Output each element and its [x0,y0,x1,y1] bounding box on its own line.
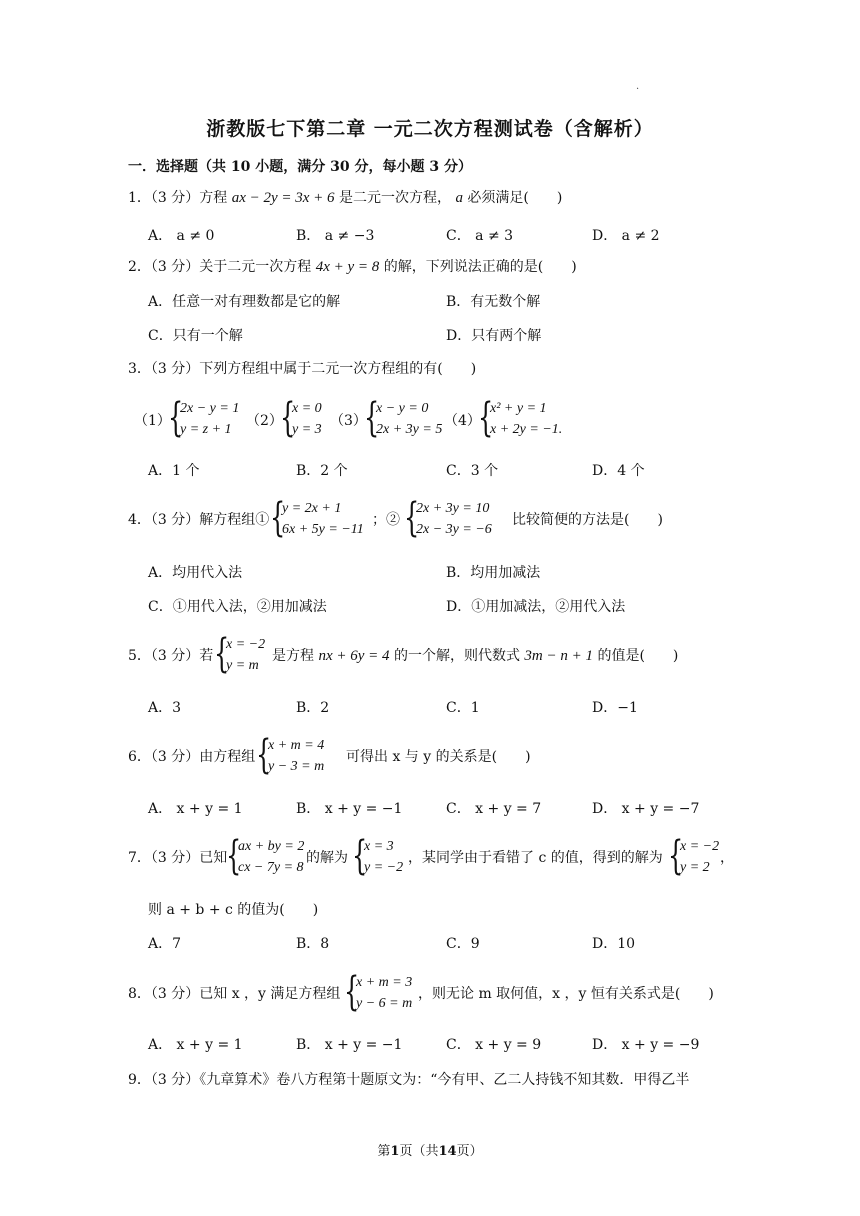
section-heading: 一．选择题（共 10 小题，满分 30 分，每小题 3 分） [128,159,472,175]
equation: x² + y = 1 [490,401,547,416]
page-title: 浙教版七下第二章 一元二次方程测试卷（含解析） [206,118,654,140]
equation: 2x − 3y = −6 [416,522,492,537]
q7-option-a: A．7 [148,936,182,952]
q5-option-b: B．2 [296,700,330,716]
question-8: 8．（3 分）已知 x ，y 满足方程组 [128,986,341,1002]
page-number: 1 [390,1144,400,1159]
q1-option-d: D． a ≠ 2 [592,228,660,244]
brace-icon: { [352,833,368,879]
question-5: 5．（3 分）若 [128,648,214,664]
equation: 2x − y = 1 [180,401,240,416]
q3-label-2: （2） [246,413,283,429]
q3-system-2 [280,395,322,441]
brace-icon: { [168,395,184,441]
q6-option-b: B． x + y = −1 [296,801,403,817]
q7-trail: ， [720,850,734,866]
brace-icon: { [364,395,380,441]
page-total: 14 [438,1144,457,1159]
q1-text-2: 是二元一次方程， [339,190,452,206]
q7-line-2: 则 a + b + c 的值为( ) [148,902,319,918]
q5-option-d: D．−1 [592,700,638,716]
corner-mark: · [636,84,640,95]
q1-option-c: C． a ≠ 3 [446,228,514,244]
q1-text: 1．（3 分）方程 [128,190,228,206]
page-footer [0,1140,860,1159]
q1-option-b: B． a ≠ −3 [296,228,375,244]
question-4: 4．（3 分）解方程组① [128,512,270,528]
q4-text-2: 比较简便的方法是( ) [512,512,663,528]
equation: 6x + 5y = −11 [282,522,364,537]
q7-system-2 [352,833,404,879]
equation: x = −2 [680,839,720,854]
q5-option-a: A．3 [148,700,182,716]
q1-var: a [455,190,463,206]
q7-system-1 [226,833,305,879]
equation: y = m [226,658,259,673]
q4-option-c: C．①用代入法，②用加减法 [148,599,327,615]
brace-icon: { [270,495,286,541]
q5-text-1: 是方程 [272,648,314,664]
q7-mid: 的解为 [306,850,348,866]
q2-option-c: C．只有一个解 [148,328,243,344]
q2-text-2: 的解，下列说法正确的是( ) [383,259,577,275]
q4-mid: ；② [372,512,400,528]
footer-text: 页） [456,1144,483,1159]
brace-icon: { [668,833,684,879]
question-6: 6．（3 分）由方程组 [128,749,256,765]
q3-system-4 [478,395,563,441]
equation: y = 2x + 1 [282,501,342,516]
brace-icon: { [214,631,230,677]
equation: x − y = 0 [376,401,429,416]
q3-label-4: （4） [444,413,481,429]
equation: y − 6 = m [356,996,413,1011]
q1-text-3: 必须满足( ) [467,190,563,206]
q4-option-b: B．均用加减法 [446,565,541,581]
question-9: 9．（3 分）《九章算术》卷八方程第十题原文为：“今有甲、乙二人持钱不知其数．甲得乙半 [128,1072,690,1088]
q5-equation: nx + 6y = 4 [318,648,390,664]
q5-text [272,646,678,666]
q4-system-2 [404,495,492,541]
brace-icon: { [226,833,242,879]
q5-system [214,631,266,677]
q6-text: 可得出 x 与 y 的关系是( ) [346,749,531,765]
equation: y = 3 [292,422,322,437]
q2-option-a: A．任意一对有理数都是它的解 [148,294,341,310]
footer-text: 第 [377,1144,391,1159]
equation: x + m = 3 [356,975,413,990]
q3-option-c: C．3 个 [446,463,499,479]
brace-icon: { [280,395,296,441]
equation: x + m = 4 [268,738,325,753]
equation: y − 3 = m [268,759,325,774]
q4-option-a: A．均用代入法 [148,565,243,581]
q5-text-2: 的一个解，则代数式 [393,648,520,664]
q1-option-a: A． a ≠ 0 [148,228,215,244]
q7-option-c: C．9 [446,936,480,952]
q3-option-b: B．2 个 [296,463,348,479]
question-7: 7．（3 分）已知 [128,850,228,866]
q7-option-d: D．10 [592,936,636,952]
equation: cx − 7y = 8 [238,860,304,875]
equation: x = 3 [364,839,394,854]
question-2 [128,257,577,277]
equation: 2x + 3y = 10 [416,501,490,516]
equation: ax + by = 2 [238,839,305,854]
q2-equation: 4x + y = 8 [315,259,380,275]
equation: x = −2 [226,637,266,652]
q5-expression: 3m − n + 1 [524,648,593,664]
q8-option-b: B． x + y = −1 [296,1037,403,1053]
q3-option-a: A．1 个 [148,463,200,479]
q8-option-d: D． x + y = −9 [592,1037,700,1053]
q3-system-1 [168,395,240,441]
equation: y = z + 1 [180,422,232,437]
q7-system-3 [668,833,720,879]
q2-text: 2．（3 分）关于二元一次方程 [128,259,312,275]
q7-text: ，某同学由于看错了 c 的值，得到的解为 [408,850,663,866]
q5-text-3: 的值是( ) [597,648,679,664]
q4-system-1 [270,495,364,541]
question-1 [128,188,562,208]
equation: y = −2 [364,860,404,875]
equation: x + 2y = −1. [490,422,563,437]
brace-icon: { [478,395,494,441]
q2-option-d: D．只有两个解 [446,328,542,344]
q6-option-a: A． x + y = 1 [148,801,243,817]
brace-icon: { [256,732,272,778]
q8-option-a: A． x + y = 1 [148,1037,243,1053]
q3-label-1: （1） [134,413,171,429]
question-3: 3．（3 分）下列方程组中属于二元一次方程组的有( ) [128,361,477,377]
footer-text: 页（共 [399,1144,439,1159]
q6-system [256,732,325,778]
q8-system [344,969,413,1015]
brace-icon: { [344,969,360,1015]
brace-icon: { [404,495,420,541]
q4-option-d: D．①用加减法，②用代入法 [446,599,626,615]
q8-text: ，则无论 m 取何值，x ，y 恒有关系式是( ) [418,986,714,1002]
q3-option-d: D．4 个 [592,463,645,479]
q3-label-3: （3） [330,413,367,429]
q6-option-c: C． x + y = 7 [446,801,542,817]
equation: x = 0 [292,401,322,416]
q1-equation: ax − 2y = 3x + 6 [231,190,335,206]
q2-option-b: B．有无数个解 [446,294,541,310]
q5-option-c: C．1 [446,700,480,716]
equation: y = 2 [680,860,710,875]
q7-option-b: B．8 [296,936,330,952]
equation: 2x + 3y = 5 [376,422,443,437]
q6-option-d: D． x + y = −7 [592,801,700,817]
q3-system-3 [364,395,443,441]
q8-option-c: C． x + y = 9 [446,1037,542,1053]
